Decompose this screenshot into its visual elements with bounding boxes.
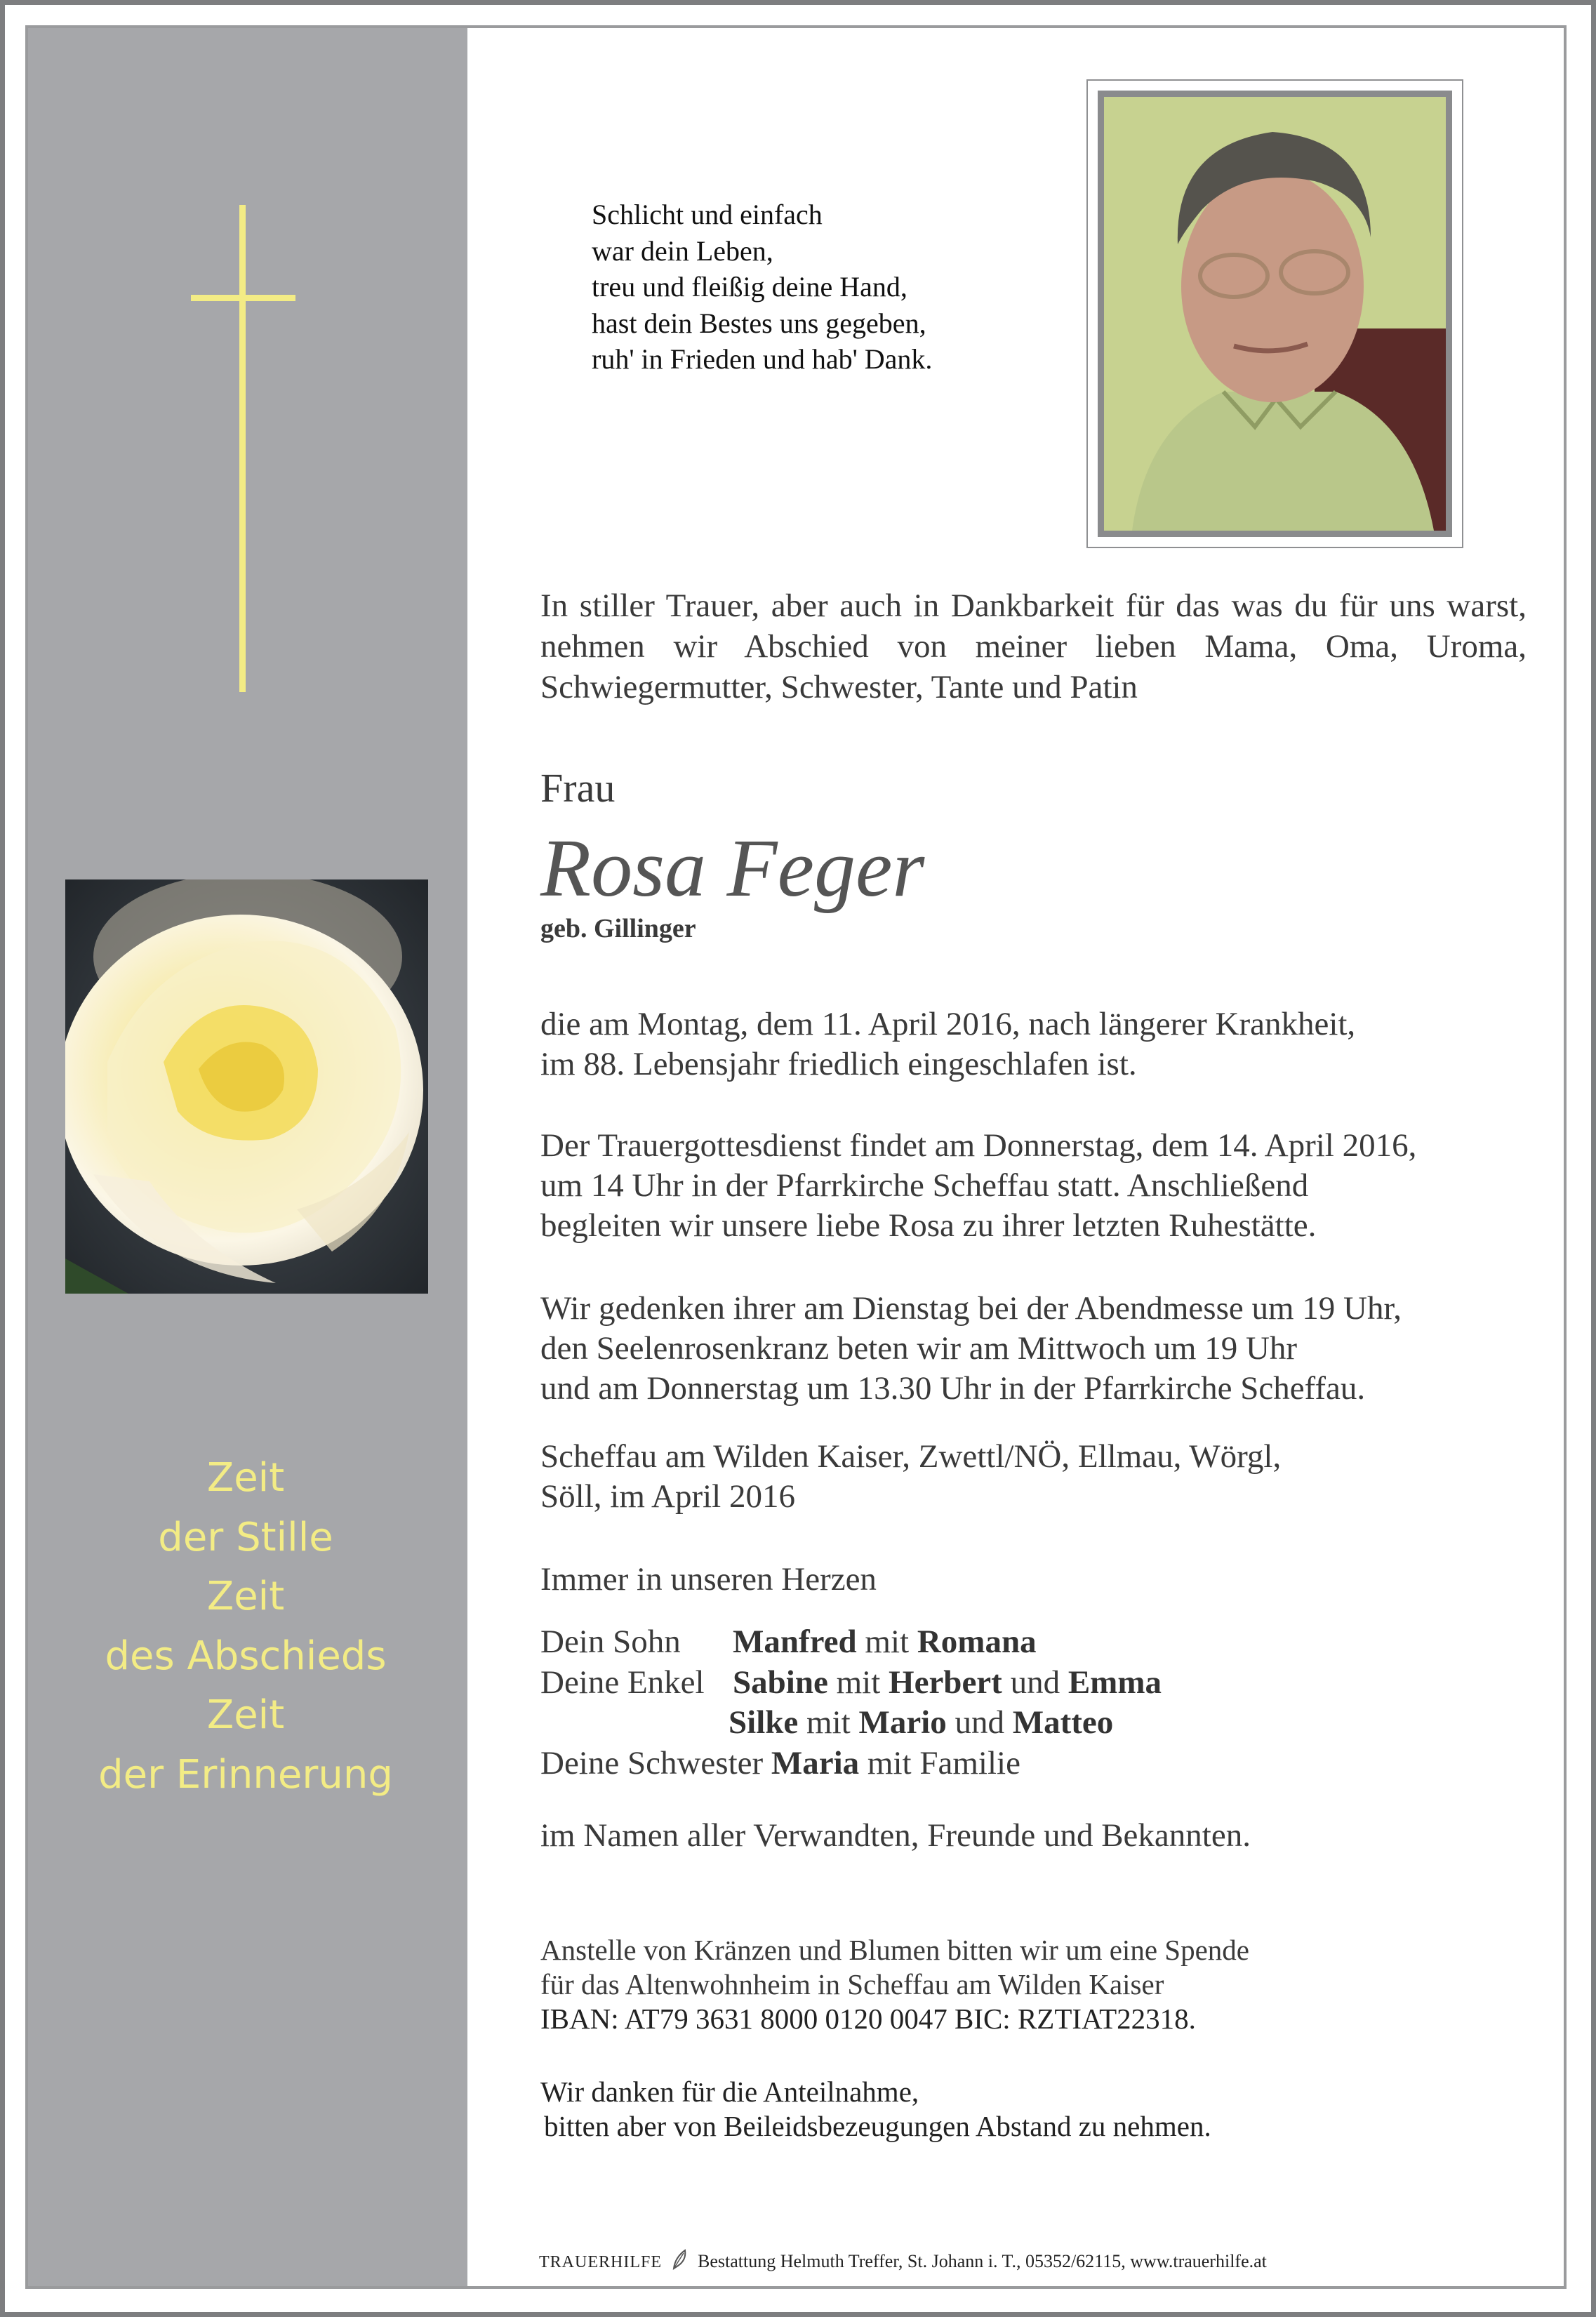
- closing-line: Immer in unseren Herzen: [540, 1561, 877, 1598]
- family-name: Romana: [917, 1624, 1037, 1660]
- verse-line: Zeit: [206, 1574, 285, 1619]
- footer-text: Bestattung Helmuth Treffer, St. Johann i. T., 05352/62115, www.trauerhilfe.at: [698, 2251, 1267, 2271]
- text-line: Scheffau am Wilden Kaiser, Zwettl/NÖ, Ellmau, Wörgl,: [540, 1438, 1282, 1475]
- family-row-son: Dein Sohn Manfred mit Romana: [540, 1622, 1383, 1663]
- text-line: und am Donnerstag um 13.30 Uhr in der Pfarrkirche Scheffau.: [540, 1370, 1366, 1407]
- footer: [539, 2248, 1267, 2278]
- text-line: um 14 Uhr in der Pfarrkirche Scheffau statt. Anschließend: [540, 1167, 1309, 1204]
- sidebar-verse: [56, 1449, 435, 1805]
- family-label: Deine Schwester: [540, 1744, 764, 1781]
- iban-line: IBAN: AT79 3631 8000 0120 0047 BIC: RZTIAT22318.: [540, 2003, 1196, 2035]
- family-label: Deine Enkel: [540, 1664, 705, 1701]
- poem-line: ruh' in Frieden und hab' Dank.: [592, 343, 933, 375]
- family-label: Dein Sohn: [540, 1624, 681, 1660]
- intro-text: In stiller Trauer, aber auch in Dankbarkeit für das was du für uns warst, nehmen wir Abschied von meiner lieben Mama, Oma, Uroma, Schwiegermutter, Schwester, Tante und Patin: [540, 587, 1527, 705]
- verse-line: Zeit: [206, 1455, 285, 1501]
- text-line: im 88. Lebensjahr friedlich eingeschlafen ist.: [540, 1046, 1137, 1082]
- family-row-grandchildren-2: Silke mit Mario und Matteo: [729, 1704, 1114, 1741]
- maiden-name: geb. Gillinger: [540, 914, 696, 943]
- family-name: Emma: [1068, 1664, 1162, 1701]
- text-line: begleiten wir unsere liebe Rosa zu ihrer letzten Ruhestätte.: [540, 1207, 1317, 1244]
- poem-line: war dein Leben,: [592, 234, 773, 267]
- footer-brand: TRAUERHILFE: [539, 2253, 662, 2271]
- cross-icon-bar: [191, 295, 295, 301]
- leaf-logo-icon: [671, 2248, 689, 2278]
- family-list: [540, 1622, 1383, 1784]
- deceased-name: Rosa Feger: [540, 822, 925, 914]
- memorial-info: [540, 1289, 1402, 1409]
- salutation: Frau: [540, 765, 616, 811]
- rose-image: [65, 879, 428, 1294]
- verse-line: Zeit: [206, 1692, 285, 1738]
- family-row-sister: Deine Schwester Maria mit Familie: [540, 1744, 1020, 1781]
- family-name: Silke: [729, 1704, 799, 1741]
- text-line: Anstelle von Kränzen und Blumen bitten wir um eine Spende: [540, 1934, 1249, 1966]
- family-name: Mario: [858, 1704, 947, 1741]
- verse-line: der Erinnerung: [98, 1751, 393, 1798]
- family-name: Matteo: [1012, 1704, 1114, 1741]
- family-name: Sabine: [733, 1664, 828, 1701]
- poem-line: hast dein Bestes uns gegeben,: [592, 307, 926, 339]
- poem: [592, 197, 932, 378]
- funeral-info: [540, 1126, 1416, 1246]
- text-line: den Seelenrosenkranz beten wir am Mittwoch um 19 Uhr: [540, 1330, 1298, 1367]
- relatives-line: im Namen aller Verwandten, Freunde und Bekannten.: [540, 1817, 1251, 1854]
- family-row-grandchildren: Deine Enkel Sabine mit Herbert und Emma: [540, 1663, 1383, 1704]
- thanks-note: [540, 2075, 1211, 2144]
- donation-info: [540, 1933, 1249, 2036]
- text-line: Wir danken für die Anteilnahme,: [540, 2076, 919, 2108]
- text-line: Der Trauergottesdienst findet am Donnerstag, dem 14. April 2016,: [540, 1127, 1417, 1164]
- verse-line: des Abschieds: [105, 1633, 387, 1679]
- family-name: Manfred: [733, 1624, 857, 1660]
- places-date: [540, 1437, 1281, 1517]
- text-line: bitten aber von Beileidsbezeugungen Abstand zu nehmen.: [544, 2110, 1211, 2142]
- text-line: die am Montag, dem 11. April 2016, nach längerer Krankheit,: [540, 1006, 1356, 1042]
- text-line: Wir gedenken ihrer am Dienstag bei der Abendmesse um 19 Uhr,: [540, 1290, 1402, 1327]
- poem-line: treu und fleißig deine Hand,: [592, 271, 907, 303]
- portrait-photo: [1098, 91, 1452, 537]
- family-name: Herbert: [889, 1664, 1002, 1701]
- text-line: Söll, im April 2016: [540, 1478, 795, 1515]
- poem-line: Schlicht und einfach: [592, 199, 823, 230]
- cross-icon: [239, 205, 246, 692]
- family-name: Maria: [771, 1744, 860, 1781]
- death-notice: [540, 1004, 1355, 1084]
- text-line: für das Altenwohnheim in Scheffau am Wilden Kaiser: [540, 1968, 1164, 2000]
- verse-line: der Stille: [158, 1514, 333, 1560]
- portrait-frame: [1086, 79, 1463, 548]
